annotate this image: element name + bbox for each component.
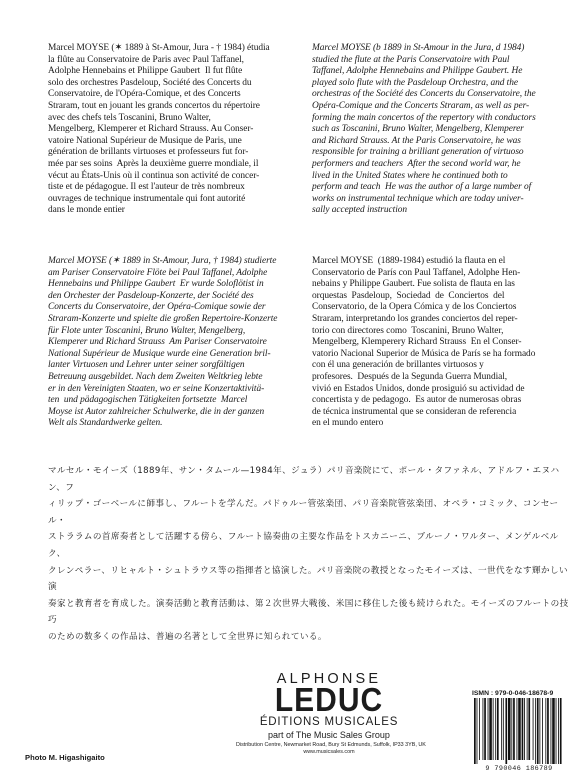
publisher-group: part of The Music Sales Group	[268, 730, 390, 740]
photo-credit: Photo M. Higashigaito	[25, 753, 105, 762]
biography-german: Marcel MOYSE (✶ 1889 in St-Amour, Jura, † 1984) studierte am Pariser Conservatoire Flöte bei Paul Taffanel, Adolphe Hennebains und Philippe Gaubert Er wurde Soloflötist in den Orchester der Pasdeloup-Konzerte, der Société des Concerts du Conservatoire, der Opéra-Comique sowie der Straram-Konzerte und spielte die großen Repertoire-Konzerte für Flote unter Toscanini, Bruno Walter, Mengelberg, Klemperer und Richard Strauss Am Pariser Conservatoire National Supérieur de Musique wurde eine Generation bril- lanter Virtuosen und Lehrer unter seiner sorgfältigen Betreuung ausgebildet. Nach dem Zweiten Weltkrieg lebte er in den Vereinigten Staaten, wo er seine Konzertaktivitä- ten und pädagogischen Tätigkeiten fortsetzte Marcel Moyse ist Autor zahlreicher Schulwerke, die in der ganzen Welt als Standardwerke gelten.	[48, 256, 278, 429]
barcode-number: 9 790046 186789	[485, 765, 553, 773]
publisher-brand: LEDUC	[274, 682, 384, 719]
biography-french: Marcel MOYSE (✶ 1889 à St-Amour, Jura - † 1984) étudia la flûte au Conservatoire de Paris avec Paul Taffanel, Adolphe Hennebains et Philippe Gaubert Il fut flûte solo des orchestres Pasdeloup, Société des Concerts du Conservatoire, de l'Opéra-Comique, et des Concerts Straram, tout en jouant les grands concertos du répertoire avec des chefs tels Toscanini, Bruno Walter, Mengelberg, Klemperer et Richard Strauss. Au Conser- vatoire National Supérieur de Musique de Paris, une génération de brillants virtuoses et professeurs fut for- mée par ses soins Après la deuxième guerre mondiale, il vécut au États-Unis où il continua son activité de concer- tiste et de pédagogue. Il est l'auteur de très nombreux ouvrages de technique instrumentale qui font autorité dans le monde entier	[48, 43, 270, 216]
publisher-division: ÉDITIONS MUSICALES	[259, 716, 399, 728]
publisher-logo	[236, 671, 426, 756]
biography-english: Marcel MOYSE (b 1889 in St-Amour in the Jura, d 1984) studied the flute at the Paris Conservatoire with Paul Taffanel, Adolphe Hennebains and Philippe Gaubert. He played solo flute with the Pasdeloup Orchestra, and the orchestras of the Société des Concerts du Conservatoire, the Opéra-Comique and the Concerts Straram, as well as per- forming the main concertos of the repertory with conductors such as Toscanini, Bruno Walter, Mengelberg, Klemperer and Richard Strauss. At the Paris Conservatoire, he was responsible for training a brilliant generation of virtuoso performers and teachers After the second world war, he lived in the United States where he continued both to perform and teach He was the author of a large number of works on instrumental technique which are today univer- sally accepted instruction	[312, 43, 536, 216]
barcode-icon	[470, 698, 568, 764]
biography-japanese: マルセル・モイーズ（1889年、サン・タムール—1984年、ジュラ）パリ音楽院にて、ポール・タファネル、アドルフ・エヌハン、フ ィリップ・ゴーベールに師事し、フルートを学んだ。パドゥルー管弦楽団、パリ音楽院管弦楽団、オペラ・コミック、コンセール・ ストララムの首席奏者として活躍する傍ら、フルート協奏曲の主要な作品をトスカニーニ、ブルーノ・ワルター、メンゲルベルク、 クレンペラー、リヒャルト・シュトラウス等の指揮者と協演した。パリ音楽院の教授となったモイーズは、一世代をなす輝かしい演 奏家と教育者を育成した。演奏活動と教育活動は、第２次世界大戦後、米国に移住した後も続けられた。モイーズのフルートの技巧 のための数多くの作品は、普遍の名著として全世界に知られている。	[48, 466, 569, 642]
publisher-website: www.musicsales.com	[303, 749, 355, 755]
publisher-name: ALPHONSE	[276, 671, 382, 687]
ismn-number: ISMN : 979-0-046-18678-9	[472, 690, 554, 697]
biography-spanish: Marcel MOYSE (1889-1984) estudió la flauta en el Conservatorio de París con Paul Taffanel, Adolphe Hen- nebains y Philippe Gaubert. Fue solista de flauta en las orquestas Pasdeloup, Sociedad de Conciertos del Conservatorio, de la Opera Cómica y de los Conciertos Straram, interpretando los grandes conciertos del reper- torio con directores como Toscanini, Bruno Walter, Mengelberg, Klemperery Richard Strauss En el Conser- vatorio Nacional Superior de Música de París se ha formado con él una generación de brillantes virtuosos y profesores. Después de la Segunda Guerra Mundial, vivió en Estados Unidos, donde prosiguió su actividad de concertista y de pedagogo. Es autor de numerosas obras de técnica instrumental que se consideran de referencia en el mundo entero	[312, 256, 536, 429]
publisher-address: Distribution Centre, Newmarket Road, Bury St Edmunds, Suffolk, IP33 3YB, UK	[236, 742, 426, 748]
